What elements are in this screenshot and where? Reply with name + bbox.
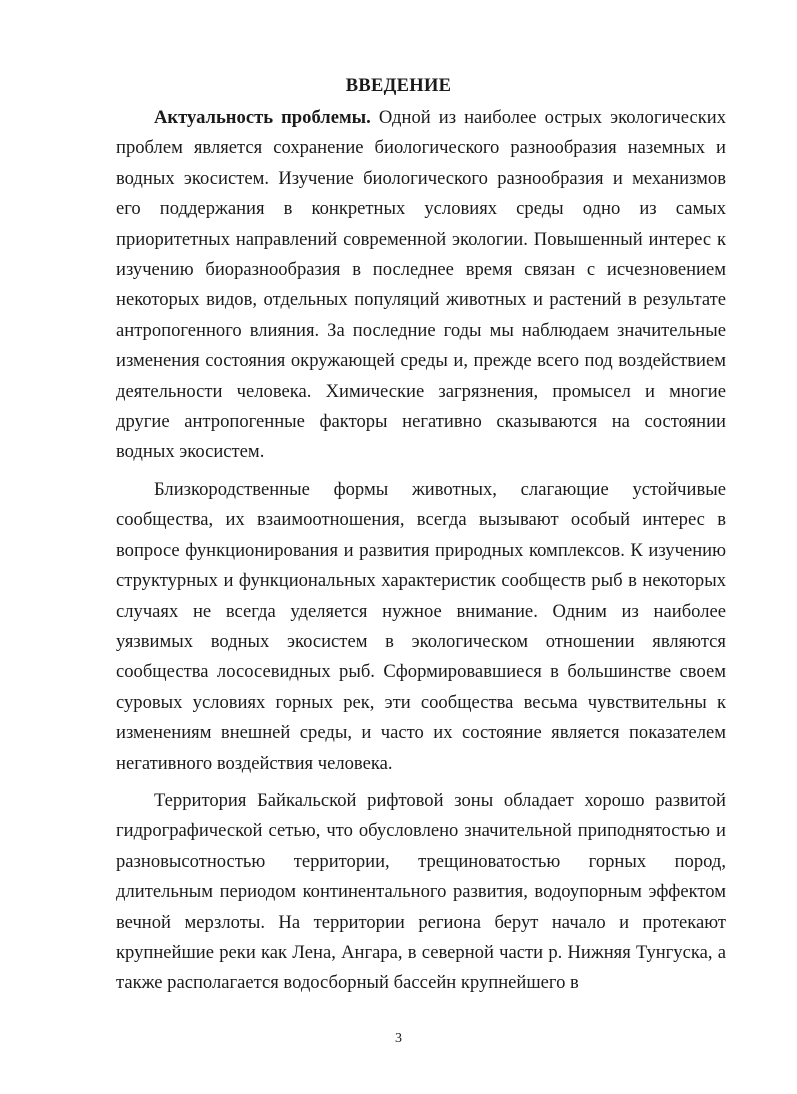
paragraph-relevance: [116, 103, 726, 468]
page-number: 3: [395, 1031, 402, 1046]
section-title: ВВЕДЕНИЕ: [345, 76, 452, 96]
paragraph-text: Одной из наиболее острых экологических проблем является сохранение биологического разнообразия наземных и водных экосистем. Изучение биологического разнообразия и механизмов его поддержания в конкретных условиях среды одно из самых приоритетных направлений современной экологии. Повышенный интерес к изучению биоразнообразия в последнее время связан с исчезновением некоторых видов, отдельных популяций животных и растений в результате антропогенного влияния. За последние годы мы наблюдаем значительные изменения состояния окружающей среды и, прежде всего под воздействием деятельности человека. Химические загрязнения, промысел и многие другие антропогенные факторы негативно сказываются на состоянии водных экосистем.: [116, 107, 726, 463]
body-text: [116, 103, 726, 999]
paragraph-text: Территория Байкальской рифтовой зоны обладает хорошо развитой гидрографической сетью, что обусловлено значительной приподнятостью и разновысотностью территории, трещиноватостью горных пород, длительным периодом континентального развития, водоупорным эффектом вечной мерзлоты. На территории региона берут начало и протекают крупнейшие реки как Лена, Ангара, в северной части р. Нижняя Тунгуска, а также располагается водосборный бассейн крупнейшего в: [116, 789, 726, 994]
paragraph-text: Близкородственные формы животных, слагающие устойчивые сообщества, их взаимоотношения, всегда вызывают особый интерес в вопросе функционирования и развития природных комплексов. К изучению структурных и функциональных характеристик сообществ рыб в некоторых случаях не всегда уделяется нужное внимание. Одним из наиболее уязвимых водных экосистем в экологическом отношении являются сообщества лососевидных рыб. Сформировавшиеся в большинстве своем суровых условиях горных рек, эти сообщества весьма чувствительны к изменениям внешней среды, и часто их состояние является показателем негативного воздействия человека.: [116, 478, 726, 774]
paragraph-lead-heading: Актуальность проблемы.: [154, 107, 371, 128]
paragraph-related-forms: [116, 475, 726, 779]
paragraph-baikal-territory: [116, 786, 726, 999]
